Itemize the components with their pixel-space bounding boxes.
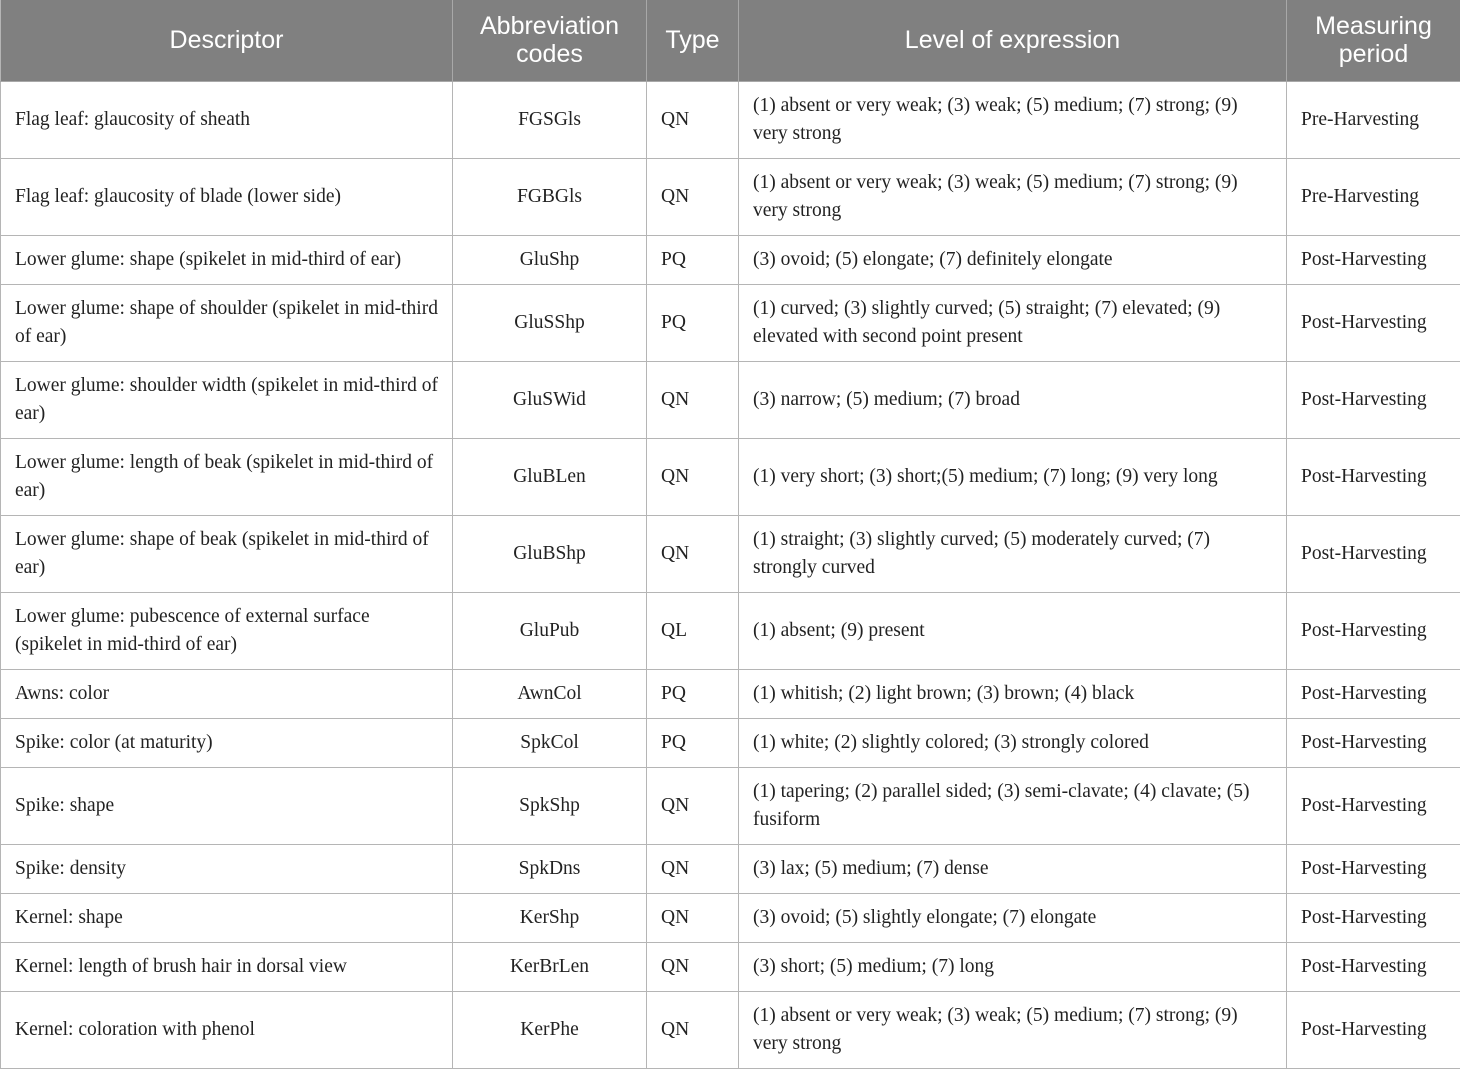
descriptor-cell: Kernel: length of brush hair in dorsal view	[1, 942, 453, 991]
type-cell: QN	[647, 893, 739, 942]
code-cell: SpkShp	[453, 767, 647, 844]
table-row	[1, 718, 1460, 767]
descriptor-cell: Spike: shape	[1, 767, 453, 844]
code-cell: GluBLen	[453, 438, 647, 515]
period-cell: Post-Harvesting	[1287, 438, 1460, 515]
code-cell: KerBrLen	[453, 942, 647, 991]
level-cell: (3) lax; (5) medium; (7) dense	[739, 844, 1287, 893]
descriptor-cell: Flag leaf: glaucosity of blade (lower side)	[1, 158, 453, 235]
type-cell: QN	[647, 158, 739, 235]
period-cell: Post-Harvesting	[1287, 893, 1460, 942]
table-row	[1, 942, 1460, 991]
descriptor-cell: Lower glume: pubescence of external surface (spikelet in mid-third of ear)	[1, 592, 453, 669]
level-cell: (1) tapering; (2) parallel sided; (3) semi-clavate; (4) clavate; (5) fusiform	[739, 767, 1287, 844]
period-cell: Post-Harvesting	[1287, 284, 1460, 361]
table-row	[1, 284, 1460, 361]
period-cell: Post-Harvesting	[1287, 515, 1460, 592]
period-cell: Post-Harvesting	[1287, 718, 1460, 767]
type-cell: QN	[647, 361, 739, 438]
level-cell: (3) ovoid; (5) slightly elongate; (7) elongate	[739, 893, 1287, 942]
descriptor-cell: Lower glume: shape (spikelet in mid-third of ear)	[1, 235, 453, 284]
period-cell: Post-Harvesting	[1287, 592, 1460, 669]
table-row	[1, 669, 1460, 718]
type-cell: QN	[647, 991, 739, 1068]
level-cell: (1) absent or very weak; (3) weak; (5) medium; (7) strong; (9) very strong	[739, 991, 1287, 1068]
period-cell: Post-Harvesting	[1287, 942, 1460, 991]
header-measuring-period: Measuring period	[1287, 0, 1460, 81]
period-cell: Post-Harvesting	[1287, 991, 1460, 1068]
header-row	[1, 0, 1460, 81]
descriptor-cell: Lower glume: length of beak (spikelet in mid-third of ear)	[1, 438, 453, 515]
descriptor-cell: Awns: color	[1, 669, 453, 718]
type-cell: QN	[647, 438, 739, 515]
level-cell: (1) whitish; (2) light brown; (3) brown; (4) black	[739, 669, 1287, 718]
descriptor-cell: Lower glume: shape of shoulder (spikelet in mid-third of ear)	[1, 284, 453, 361]
level-cell: (1) straight; (3) slightly curved; (5) moderately curved; (7) strongly curved	[739, 515, 1287, 592]
header-descriptor: Descriptor	[1, 0, 453, 81]
descriptor-cell: Spike: density	[1, 844, 453, 893]
header-abbreviation-codes: Abbreviation codes	[453, 0, 647, 81]
table-row	[1, 158, 1460, 235]
level-cell: (3) narrow; (5) medium; (7) broad	[739, 361, 1287, 438]
code-cell: GluShp	[453, 235, 647, 284]
table-row	[1, 844, 1460, 893]
descriptor-cell: Lower glume: shoulder width (spikelet in mid-third of ear)	[1, 361, 453, 438]
type-cell: PQ	[647, 669, 739, 718]
code-cell: FGBGls	[453, 158, 647, 235]
period-cell: Pre-Harvesting	[1287, 81, 1460, 158]
table-row	[1, 438, 1460, 515]
type-cell: QN	[647, 844, 739, 893]
level-cell: (3) ovoid; (5) elongate; (7) definitely elongate	[739, 235, 1287, 284]
table-row	[1, 991, 1460, 1068]
descriptor-cell: Flag leaf: glaucosity of sheath	[1, 81, 453, 158]
level-cell: (3) short; (5) medium; (7) long	[739, 942, 1287, 991]
type-cell: PQ	[647, 284, 739, 361]
period-cell: Post-Harvesting	[1287, 767, 1460, 844]
code-cell: AwnCol	[453, 669, 647, 718]
type-cell: QN	[647, 81, 739, 158]
descriptor-cell: Spike: color (at maturity)	[1, 718, 453, 767]
code-cell: GluSWid	[453, 361, 647, 438]
period-cell: Pre-Harvesting	[1287, 158, 1460, 235]
table-row	[1, 235, 1460, 284]
type-cell: QN	[647, 942, 739, 991]
table-row	[1, 81, 1460, 158]
period-cell: Post-Harvesting	[1287, 669, 1460, 718]
level-cell: (1) curved; (3) slightly curved; (5) straight; (7) elevated; (9) elevated with second point present	[739, 284, 1287, 361]
code-cell: GluPub	[453, 592, 647, 669]
code-cell: GluSShp	[453, 284, 647, 361]
level-cell: (1) absent or very weak; (3) weak; (5) medium; (7) strong; (9) very strong	[739, 81, 1287, 158]
code-cell: SpkDns	[453, 844, 647, 893]
table-row	[1, 515, 1460, 592]
type-cell: PQ	[647, 235, 739, 284]
type-cell: QL	[647, 592, 739, 669]
table-row	[1, 361, 1460, 438]
period-cell: Post-Harvesting	[1287, 235, 1460, 284]
table-row	[1, 893, 1460, 942]
code-cell: SpkCol	[453, 718, 647, 767]
level-cell: (1) very short; (3) short;(5) medium; (7) long; (9) very long	[739, 438, 1287, 515]
level-cell: (1) absent; (9) present	[739, 592, 1287, 669]
type-cell: PQ	[647, 718, 739, 767]
level-cell: (1) white; (2) slightly colored; (3) strongly colored	[739, 718, 1287, 767]
code-cell: FGSGls	[453, 81, 647, 158]
descriptor-cell: Lower glume: shape of beak (spikelet in mid-third of ear)	[1, 515, 453, 592]
table-row	[1, 767, 1460, 844]
period-cell: Post-Harvesting	[1287, 361, 1460, 438]
header-level-of-expression: Level of expression	[739, 0, 1287, 81]
level-cell: (1) absent or very weak; (3) weak; (5) medium; (7) strong; (9) very strong	[739, 158, 1287, 235]
header-type: Type	[647, 0, 739, 81]
code-cell: KerShp	[453, 893, 647, 942]
code-cell: GluBShp	[453, 515, 647, 592]
table-row	[1, 592, 1460, 669]
type-cell: QN	[647, 515, 739, 592]
code-cell: KerPhe	[453, 991, 647, 1068]
descriptor-cell: Kernel: coloration with phenol	[1, 991, 453, 1068]
period-cell: Post-Harvesting	[1287, 844, 1460, 893]
type-cell: QN	[647, 767, 739, 844]
descriptor-cell: Kernel: shape	[1, 893, 453, 942]
